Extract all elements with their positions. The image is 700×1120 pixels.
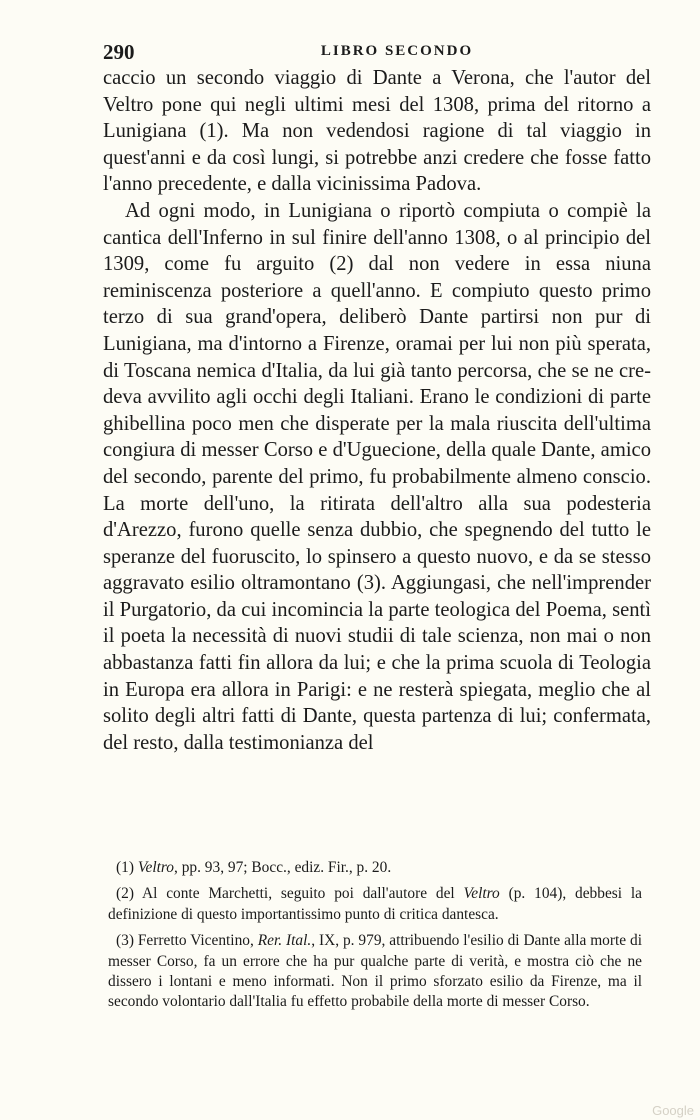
- footnote-text: Rer. Ital.: [257, 932, 312, 950]
- footnote-mark: (2): [116, 885, 134, 903]
- footnote-mark: (3): [116, 932, 134, 950]
- footnote-text: Veltro: [463, 885, 500, 903]
- page-header: [103, 40, 651, 66]
- watermark: Google: [652, 1103, 694, 1118]
- footnote: [108, 858, 642, 878]
- footnote-text: Veltro: [137, 859, 175, 876]
- page-number: 290: [103, 40, 135, 64]
- paragraph: Ad ogni modo, in Lunigiana o riportò compiuta o compiè la cantica dell'Inferno in sul finire dell'anno 1308, o al principio del 1309, come fu arguito (2) dal non vedere in essa niuna reminiscenza posteriore a quell'anno. E compiuto questo primo terzo di sua grand'opera, deliberò Dante partirsi non pur di Lunigiana, ma d'intorno a Firenze, oramai per lui non più sperata, di Toscana nemica d'Italia, da lui già tanto percorsa, che se ne credeva avvilito agli occhi degli Italiani. Erano le condizioni di parte ghibellina poco men che disperate per la mala riuscita dell'ultima congiura di messer Corso e d'Uguecione, della quale Dante, amico del secondo, parente del primo, fu probabilmente almeno conscio. La morte dell'uno, la ritirata dell'altro alla sua podesteria d'Arezzo, furono quelle senza dubbio, che spegnendo del tutto le speranze del fuoruscito, lo spinsero a questo nuovo, e da se stesso aggravato esilio oltramontano (3). Aggiungasi, che nell'imprender il Purgatorio, da cui incomincia la parte teologica del Poema, sentì il poeta la necessità di nuovi studii di tale scienza, non mai o non abbastanza fatti fin allora da lui; e che la prima scuola di Teologia in Europa era allora in Parigi: e ne resterà spiegata, meglio che al solito degli altri fatti di Dante, questa partenza di lui; confermata, del resto, dalla testimonianza del: [103, 199, 651, 754]
- footnote-mark: (1): [116, 859, 134, 876]
- footnote-text: , IX, p. 979, attribuendo l'esilio di Dante alla morte di messer Corso, fa un errore che ha pur qualche parte di verità, e mostra ciò che ne dissero i lontani e meno informati. Non il primo sforzato esilio da Firenze, ma il secondo volontario dall'Italia fu effetto probabile della morte di messer Corso.: [108, 932, 642, 1011]
- footnote-text: Al conte Marchetti, seguito poi dall'autore del: [133, 885, 464, 903]
- running-head: LIBRO SECONDO: [320, 43, 474, 59]
- footnote-text: (p. 104), debbesi la definizione di questo importantissimo punto di critica dantesca.: [108, 885, 642, 923]
- footnote: [108, 931, 642, 1013]
- footnotes: [108, 858, 642, 1019]
- paragraph-continued: caccio un secondo viaggio di Dante a Verona, che l'autor del Veltro pone qui negli ultimi mesi del 1308, prima del ritorno a Lunigiana (1). Ma non vedendosi ragione di tal viaggio in quest'anni e da così lungi, si potrebbe anzi credere che fosse fatto l'anno precedente, e dalla vicinissima Padova.: [103, 67, 651, 196]
- footnote: [108, 884, 642, 925]
- main-text: [103, 65, 651, 756]
- footnote-text: Ferretto Vicentino,: [133, 932, 258, 950]
- footnote-text: , pp. 93, 97; Bocc., ediz. Fir., p. 20.: [174, 859, 392, 876]
